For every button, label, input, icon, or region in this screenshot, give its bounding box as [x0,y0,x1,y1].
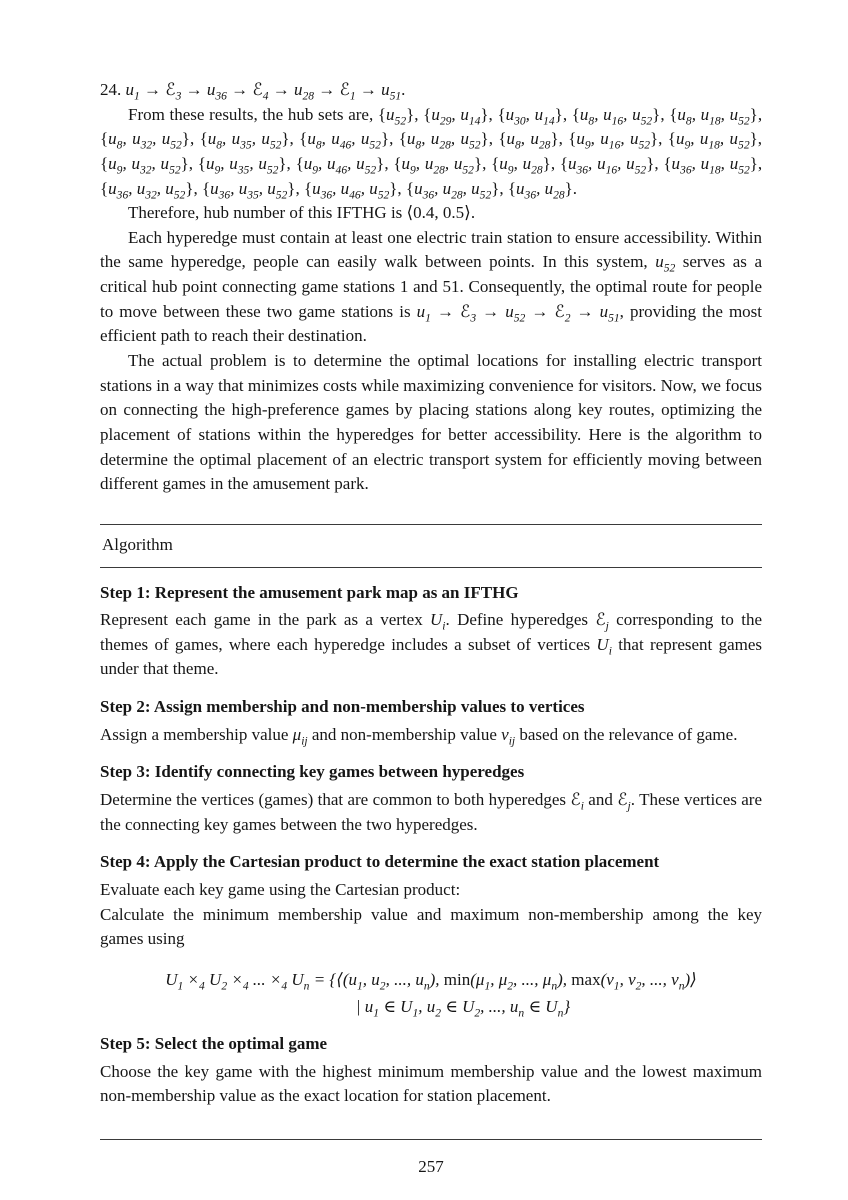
step-3-body: Determine the vertices (games) that are common to both hyperedges ℰ$_i$ and ℰ$_j$. These vertices are the connecting key games between the two hyperedges. [100,790,763,834]
step-5 [100,1032,762,1109]
hub-number-paragraph: Therefore, hub number of this IFTHG is ⟨0.4, 0.5⟩. [128,203,476,223]
step-2-body: Assign a membership value $\mu_{ij}$ and non-membership value $\nu_{ij}$ based on the relevance of game. [100,724,738,748]
step-4 [100,850,762,1019]
formula-line-1: $U_1 \times_4$ $U_2 \times_4$ ... $\times_4$ $U_n$ = {$⟨(u_1$, $u_2$, ..., $u_n$), $\min(\mu_1$, $\mu_2$, ..., $\mu_n$), $\max(\nu_1$, $\nu_2$, ..., $\nu_n)⟩$ [165,969,697,993]
step-2 [100,695,762,747]
step-5-heading: Step 5: Select the optimal game [100,1034,328,1054]
step-1-heading: Step 1: Represent the amusement park map as an IFTHG [100,582,519,602]
hub-sets-paragraph: From these results, the hub sets are, $\{u_{52}\}$, {$u_{29}$, $u_{14}$}, {$u_{30}$, $u_{14}$}, {$u_8$, $u_{16}$, $u_{52}$}, {$u_8$, $u_{18}$, $u_{52}$}, {$u_8$, $u_{32}$, $u_{52}$}, {$u_8$, $u_{35}$, $u_{52}$}, {$u_8$, $u_{46}$, $u_{52}$}, {$u_8$, $u_{28}$, $u_{52}$}, {$u_8$, $u_{28}$}, {$u_9$, $u_{16}$, $u_{52}$}, {$u_9$, $u_{18}$, $u_{52}$}, {$u_9$, $u_{32}$, $u_{52}$}, {$u_9$, $u_{35}$, $u_{52}$}, {$u_9$, $u_{46}$, $u_{52}$}, {$u_9$, $u_{28}$, $u_{52}$}, {$u_9$, $u_{28}$}, {$u_{36}$, $u_{16}$, $u_{52}$}, {$u_{36}$, $u_{18}$, $u_{52}$}, {$u_{36}$, $u_{32}$, $u_{52}$}, {$u_{36}$, $u_{35}$, $u_{52}$}, {$u_{36}$, $u_{46}$, $u_{52}$}, {$u_{36}$, $u_{28}$, $u_{52}$}, {$u_{36}$, $u_{28}$}. [100,104,763,201]
step-1-body: Represent each game in the park as a vertex $U_i$. Define hyperedges ℰ$_j$ corresponding to the themes of games, where each hyperedge includes a subset of vertices $U_i$ that represent games under that theme. [100,610,763,679]
step-3-heading: Step 3: Identify connecting key games between hyperedges [100,762,525,782]
formula-line-2: | $u_1$ ∈ $U_1$, $u_2$ ∈ $U_2$, ..., $u_n$ ∈ $U_n$} [355,996,571,1019]
algorithm-header [100,524,762,568]
step-1 [100,581,762,683]
step-4-body-evaluate: Evaluate each key game using the Cartesian product: [100,879,461,899]
problem-paragraph: The actual problem is to determine the optimal locations for installing electric transport stations in a way that minimizes costs while maximizing convenience for visitors. Now, we focus on connecting the high-preference games by placing stations along key routes, optimizing the placement of stations within the hyperedges for better accessibility. Here is the algorithm to determine the optimal placement of an electric transport system for efficiently moving between different games in the amusement park. [100,351,762,494]
cartesian-product-formula [100,968,762,1019]
algorithm-rule-bottom [100,567,762,568]
step-4-body-calculate: Calculate the minimum membership value and maximum non-membership among the key games using [100,904,762,949]
step-3 [100,760,762,837]
algorithm-steps [100,581,762,1110]
algorithm-title: Algorithm [102,534,173,554]
step-4-heading: Step 4: Apply the Cartesian product to determine the exact station placement [100,852,660,872]
step-2-heading: Step 2: Assign membership and non-membership values to vertices [100,697,585,717]
route-item-24: 24. $u_1$ → ℰ$_3$ → $u_{36}$ → ℰ$_4$ → $u_{28}$ → ℰ$_1$ → $u_{51}$. [100,80,406,103]
accessibility-paragraph: Each hyperedge must contain at least one electric train station to ensure accessibility. Within the same hyperedge, people can easily walk between points. In this system, $u_{52}$ serves as a critical hub point connecting game stations 1 and 51. Consequently, the optimal route for people to move between these two game stations is $u_1$ → ℰ$_3$ → $u_{52}$ → ℰ$_2$ → $u_{51}$, providing the most efficient path to reach their destination. [100,227,763,346]
footer-rule [100,1139,762,1140]
page-number: 257 [418,1157,444,1177]
step-5-body: Choose the key game with the highest minimum membership value and the lowest maximum non-membership value as the exact location for station placement. [100,1061,762,1106]
